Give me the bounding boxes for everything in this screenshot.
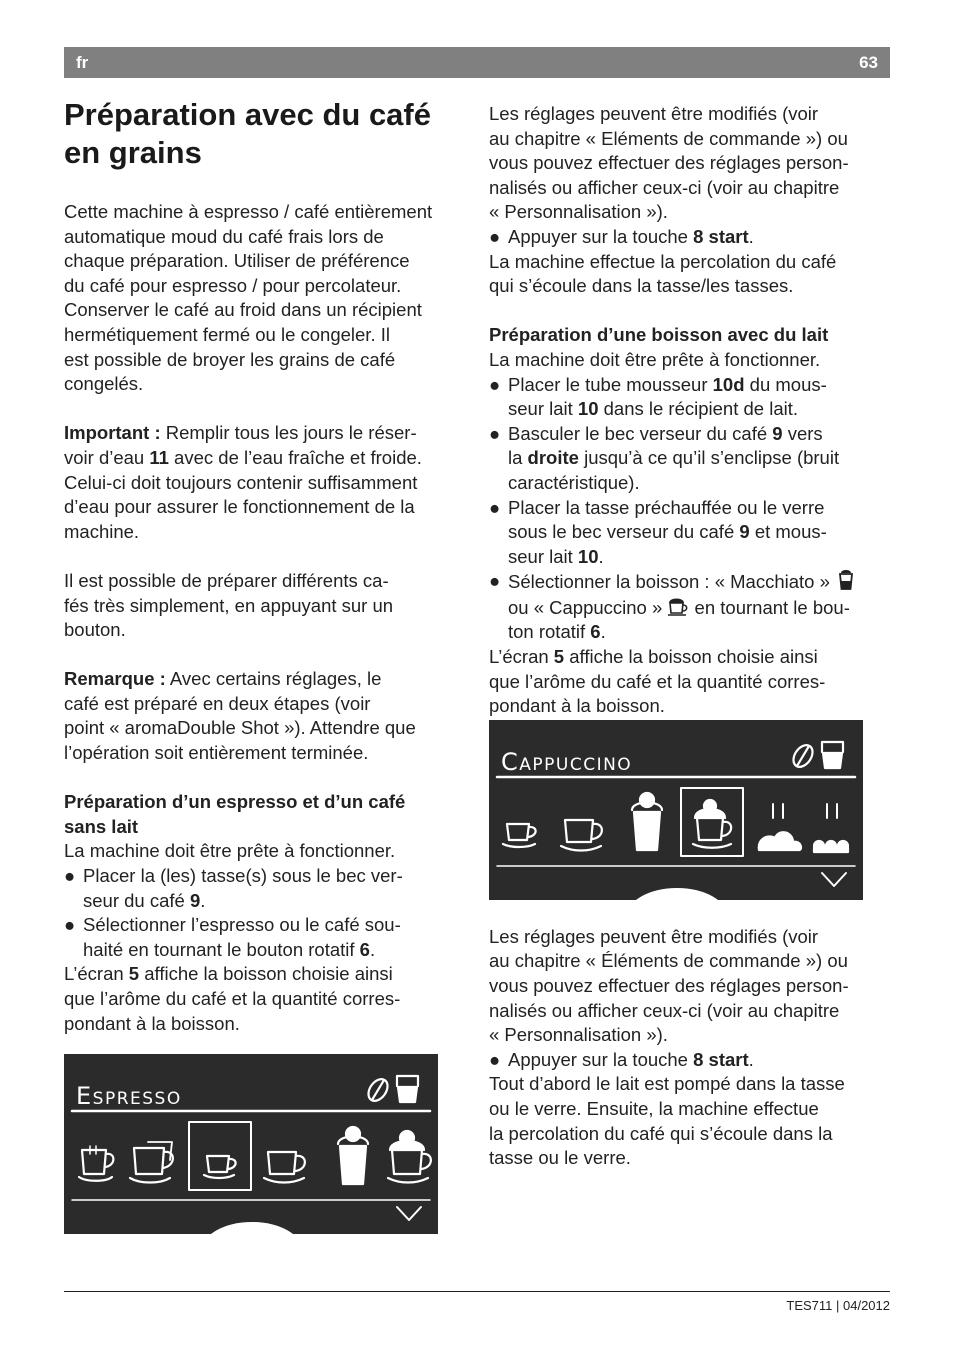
ref-number: 5 [128,963,140,985]
reglages-paragraph-2 [489,925,891,1048]
text-line: pondant à la boisson. [489,695,665,717]
aroma-bean-icon [365,1076,392,1105]
text-line: congelés. [64,373,144,395]
start-key-ref: 8 start [693,1048,749,1070]
espresso-cup-icon [503,824,536,847]
text-line: l’opération soit entièrement terminée. [64,742,369,764]
text-line: que l’arôme du café et la quantité corres- [64,988,401,1009]
cappuccino-cup-icon [388,1131,431,1183]
text-line: vous pouvez effectuer des réglages person- [489,975,849,997]
text-span: . [369,938,376,960]
text-line: fés très simplement, en appuyant sur un [64,594,394,616]
text-span: Avec certains réglages, le [165,668,382,690]
intro-paragraph [64,200,464,397]
double-cup-icon [79,1146,113,1181]
ref-number: 10 [577,398,599,420]
text-line: du café pour espresso / pour percolateur. [64,274,402,296]
text-line [508,620,891,645]
milk-foam-icon [759,804,801,850]
cappuccino-cup-icon [693,800,731,848]
ref-number: 5 [553,646,565,668]
text-line: café est préparé en deux étapes (voir [64,692,371,714]
text-line: La machine doit être prête à fonctionner. [489,348,821,370]
bullet-icon: ● [64,865,76,887]
bullet-icon: ● [489,1048,501,1070]
text-span: ton rotatif [508,621,591,643]
text-span: seur du café [83,889,190,911]
text-line [508,520,891,545]
text-span: Appuyer sur la touche [508,1048,694,1070]
ref-number: 10d [712,373,745,395]
text-line [508,225,891,250]
ref-number: 11 [149,446,169,468]
macchiato-glass-icon [835,569,857,591]
text-line: Tout d’abord le lait est pompé dans la tasse [489,1073,845,1095]
text-span: haité en tournant le bouton rotatif [83,938,360,960]
list-item [489,496,891,570]
text-line: La machine effectue la percolation du café [489,250,837,272]
bullet-icon: ● [489,373,501,395]
espresso-cup-icon [204,1156,236,1178]
possible-paragraph [64,569,464,643]
text-line [508,422,891,447]
text-line [508,545,891,570]
text-line: Placer la (les) tasse(s) sous le bec ver- [83,865,403,887]
text-line [508,446,891,471]
important-paragraph [64,421,464,544]
text-line: Conserver le café au froid dans un récipient [64,299,422,321]
text-line [64,421,464,446]
text-line: Celui-ci doit toujours contenir suffisamment [64,471,418,493]
text-span: Sélectionner la boisson : « Macchiato » [508,571,836,593]
text-span: ou « Cappuccino » [508,596,668,618]
text-span: la [508,447,528,469]
text-line: ou le verre. Ensuite, la machine effectue [489,1098,819,1119]
text-span: Basculer le bec verseur du café [508,422,773,444]
text-line: qui s’écoule dans la tasse/les tasses. [489,275,794,297]
text-line: d’eau pour assurer le fonctionnement de la [64,496,415,518]
coffee-cup-icon [561,820,602,851]
list-item [489,225,891,250]
reglages-paragraph [489,102,891,225]
text-line [489,645,891,670]
ref-number: 9 [772,422,783,444]
text-line: vous pouvez effectuer des réglages person- [489,152,849,174]
bullet-icon: ● [489,422,501,444]
text-line: automatique moud du café frais lors de [64,225,384,247]
list-item [64,913,464,962]
ref-number: 9 [189,889,201,911]
page-number: 63 [859,53,878,72]
text-line [508,1048,891,1073]
cup-size-icon [822,742,843,768]
espresso-screen-graphics [64,1054,438,1234]
hot-milk-icon [814,804,848,852]
text-span: voir d’eau [64,446,150,468]
text-line: la percolation du café qui s’écoule dans la [489,1122,833,1144]
text-line: au chapitre « Eléments de commande ») ou [489,127,848,149]
text-span: seur lait [508,545,578,567]
text-line [64,446,464,471]
espresso-display-screen [64,1054,438,1234]
cappuccino-display-screen [489,720,863,900]
page-title [64,96,484,172]
text-line: Placer la tasse préchauffée ou le verre [508,496,825,518]
text-span: . [748,225,754,247]
text-span: sous le bec verseur du café [508,521,740,543]
text-span: L’écran [489,646,554,668]
coffee-cup-icon [264,1152,305,1183]
text-span: jusqu’à ce qu’il s’enclipse (bruit [578,447,840,469]
double-cup-large-icon [130,1142,173,1183]
text-line [508,569,891,595]
text-line [64,667,464,692]
ref-number: 9 [739,521,750,543]
right-column [489,102,891,1171]
text-line: pondant à la boisson. [64,1012,240,1034]
list-item [489,422,891,496]
text-span: du mous- [744,373,827,395]
text-span: . [200,889,206,911]
espresso-section [64,790,464,1036]
text-span: L’écran [64,963,129,985]
text-line [508,397,891,422]
start-key-ref: 8 start [693,225,749,247]
text-span: seur lait [508,398,578,420]
text-line: au chapitre « Éléments de commande ») ou [489,950,848,972]
text-line [508,595,891,621]
bullet-icon: ● [489,225,501,247]
rotary-knob-indicator [627,888,727,900]
section-heading: Préparation d’un espresso et d’un café [64,791,406,813]
screen-title-espresso: Espresso [76,1082,182,1110]
text-line: Sélectionner l’espresso ou le café sou- [83,914,401,936]
text-line: que l’arôme du café et la quantité corres- [489,670,826,692]
chevron-down-icon [397,1207,421,1220]
latte-glass-icon [338,1127,368,1184]
bullet-icon: ● [489,496,501,518]
text-line: bouton. [64,619,126,641]
text-line: tasse ou le verre. [489,1147,631,1169]
text-span: en tournant le bou- [689,596,850,618]
text-span: affiche la boisson choisie ainsi [564,646,818,668]
screen-title-cappuccino: Cappuccino [501,748,633,776]
text-line: Il est possible de préparer différents ca- [64,569,389,591]
text-line: hermétiquement fermé ou le congeler. Il [64,323,390,345]
section-heading: Préparation d’une boisson avec du lait [489,324,829,346]
text-span: vers [782,422,823,444]
text-span: Appuyer sur la touche [508,225,694,247]
left-column [64,200,464,1036]
text-line: point « aromaDouble Shot »). Attendre que [64,717,416,739]
cappuccino-cup-inline-icon [667,595,689,617]
cappuccino-screen-graphics [489,720,863,900]
text-span: . [600,621,606,643]
language-label: fr [76,53,89,72]
remarque-paragraph [64,667,464,765]
text-line [64,962,464,987]
section-heading: sans lait [64,815,139,837]
emphasis: droite [527,447,579,469]
text-line: « Personnalisation »). [489,1024,668,1046]
text-line: Cette machine à espresso / café entièrement [64,201,433,222]
bullet-icon: ● [489,570,501,592]
cup-size-icon [397,1076,418,1102]
bullet-icon: ● [64,914,76,936]
footer-model-date: TES711 | 04/2012 [786,1298,890,1313]
list-item [489,1048,891,1073]
ref-number: 6 [590,621,601,643]
text-span: . [598,545,604,567]
important-label: Important : [64,422,161,444]
aroma-bean-icon [790,742,817,771]
list-item [64,864,464,913]
ref-number: 6 [359,938,370,960]
remarque-label: Remarque : [64,668,166,690]
footer-divider [64,1291,890,1292]
ref-number: 10 [577,545,599,567]
latte-glass-icon [632,793,662,850]
text-line: machine. [64,520,140,542]
text-line: nalisés ou afficher ceux-ci (voir au chapitre [489,999,840,1021]
text-line: chaque préparation. Utiliser de préférence [64,250,410,272]
text-line [83,938,464,963]
selection-frame [681,788,743,856]
rotary-knob-indicator [202,1222,302,1234]
text-line: « Personnalisation »). [489,201,668,223]
text-line [508,373,891,398]
text-line: La machine doit être prête à fonctionner. [64,840,396,862]
text-line: nalisés ou afficher ceux-ci (voir au chapitre [489,176,840,198]
list-item [489,569,891,645]
text-line [83,889,464,914]
text-line: est possible de broyer les grains de café [64,348,396,370]
text-span: dans le récipient de lait. [598,398,799,420]
page-header-bar [64,47,890,78]
text-span: Remplir tous les jours le réser- [160,422,417,444]
text-span: avec de l’eau fraîche et froide. [168,446,422,468]
list-item [489,373,891,422]
title-line-2: en grains [64,135,202,170]
title-line-1: Préparation avec du café [64,97,431,132]
text-span: et mous- [749,521,827,543]
text-line: Les réglages peuvent être modifiés (voir [489,103,819,124]
chevron-down-icon [822,873,846,886]
text-line: caractéristique). [508,471,640,493]
text-span: . [748,1048,754,1070]
text-span: Placer le tube mousseur [508,373,713,395]
text-line: Les réglages peuvent être modifiés (voir [489,925,819,947]
text-span: affiche la boisson choisie ainsi [139,963,393,985]
